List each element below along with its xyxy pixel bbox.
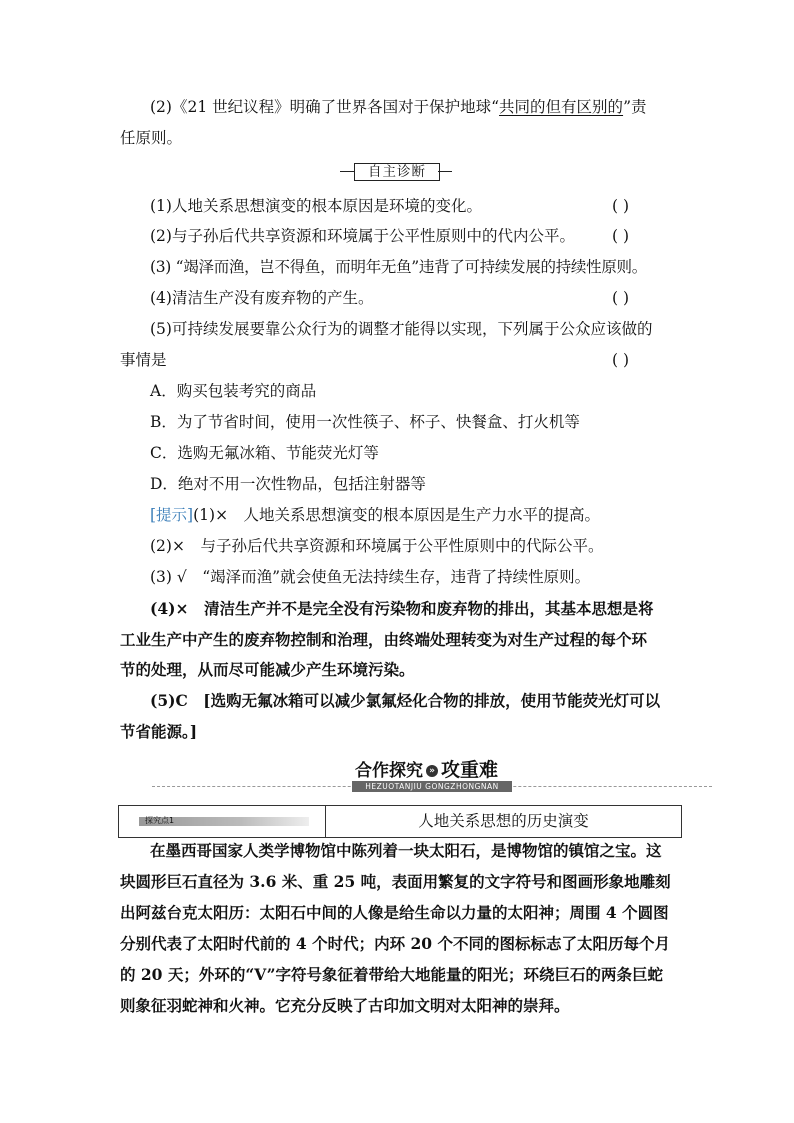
body-line-6: 则象征羽蛇神和火神。它充分反映了古印加文明对太阳神的崇拜。	[120, 996, 570, 1015]
question-5-line-2: 事情是	[120, 351, 167, 369]
question-5-line-1: (5)可持续发展要靠公众行为的调整才能得以实现，下列属于公众应该做的	[150, 320, 653, 338]
body-line-3: 出阿兹台克太阳历：太阳石中间的人像是给生命以力量的太阳神；周围 4 个圆图	[120, 903, 669, 922]
topic-label-cell	[119, 806, 326, 837]
section-pinyin: HEZUOTANJIU GONGZHONGNAN	[352, 781, 512, 792]
hint-1-text: (1)× 人地关系思想演变的根本原因是生产力水平的提高。	[193, 506, 601, 524]
self-diagnosis-label: 自主诊断	[354, 163, 440, 181]
option-c: C．选购无氟冰箱、节能荧光灯等	[150, 444, 379, 462]
divider-rule-right	[438, 171, 452, 172]
topic-title: 人地关系思想的历史演变	[418, 812, 589, 830]
hint-4-line-1: (4)× 清洁生产并不是完全没有污染物和废弃物的排出，其基本思想是将	[150, 599, 654, 618]
divider-rule-left	[340, 171, 354, 172]
body-line-4: 分别代表了太阳时代前的 4 个时代；内环 20 个不同的图标标志了太阳历每个月	[120, 934, 670, 953]
answer-blank-2[interactable]: ( )	[612, 227, 630, 245]
hint-5-line-1: (5)C [选购无氟冰箱可以减少氯氟烃化合物的排放，使用节能荧光灯可以	[150, 691, 661, 710]
underlined-term: 共同的但有区别的	[499, 98, 624, 116]
body-line-5: 的 20 天；外环的“V”字符号象征着带给大地能量的阳光；环绕巨石的两条巨蛇	[120, 965, 664, 984]
question-1: (1)人地关系思想演变的根本原因是环境的变化。	[150, 197, 482, 215]
intro-text: (2)《21 世纪议程》明确了世界各国对于保护地球“	[150, 98, 500, 116]
section-title-emphasis: 攻重难	[441, 759, 499, 781]
option-b: B．为了节省时间，使用一次性筷子、杯子、快餐盒、打火机等	[150, 413, 580, 431]
answer-blank-5[interactable]: ( )	[612, 351, 630, 369]
section-title-main: 合作探究	[355, 761, 423, 781]
hint-1	[150, 505, 600, 525]
intro-line-2: 任原则。	[120, 129, 183, 147]
section-title	[355, 758, 498, 782]
arrow-icon: »	[426, 765, 438, 777]
option-a: A．购买包装考究的商品	[150, 382, 317, 400]
topic-header-table	[118, 805, 682, 838]
option-d: D．绝对不用一次性物品，包括注射器等	[150, 475, 426, 493]
body-line-2: 块圆形巨石直径为 3.6 米、重 25 吨，表面用繁复的文字符号和图画形象地雕刻	[120, 872, 671, 891]
question-4: (4)清洁生产没有废弃物的产生。	[150, 289, 374, 307]
hint-3: (3) √ “竭泽而渔”就会使鱼无法持续生存，违背了持续性原则。	[150, 568, 591, 586]
hint-4-line-3: 节的处理，从而尽可能减少产生环境污染。	[120, 660, 415, 679]
topic-label: 探究点1	[145, 816, 175, 825]
hint-tag: [提示]	[150, 506, 194, 524]
hint-5-line-2: 节省能源。]	[120, 722, 198, 741]
intro-line-1	[150, 97, 647, 117]
body-line-1: 在墨西哥国家人类学博物馆中陈列着一块太阳石，是博物馆的镇馆之宝。这	[150, 841, 662, 860]
hint-4-line-2: 工业生产中产生的废弃物控制和治理，由终端处理转变为对生产过程的每个环	[120, 630, 648, 649]
question-3: (3) “竭泽而渔，岂不得鱼，而明年无鱼”违背了可持续发展的持续性原则。	[150, 258, 647, 276]
question-2: (2)与子孙后代共享资源和环境属于公平性原则中的代内公平。	[150, 227, 575, 245]
answer-blank-4[interactable]: ( )	[612, 289, 630, 307]
intro-text-end: ”责	[623, 98, 647, 116]
hint-2: (2)× 与子孙后代共享资源和环境属于公平性原则中的代际公平。	[150, 537, 604, 555]
answer-blank-1[interactable]: ( )	[612, 197, 630, 215]
self-diagnosis-heading	[340, 163, 452, 181]
